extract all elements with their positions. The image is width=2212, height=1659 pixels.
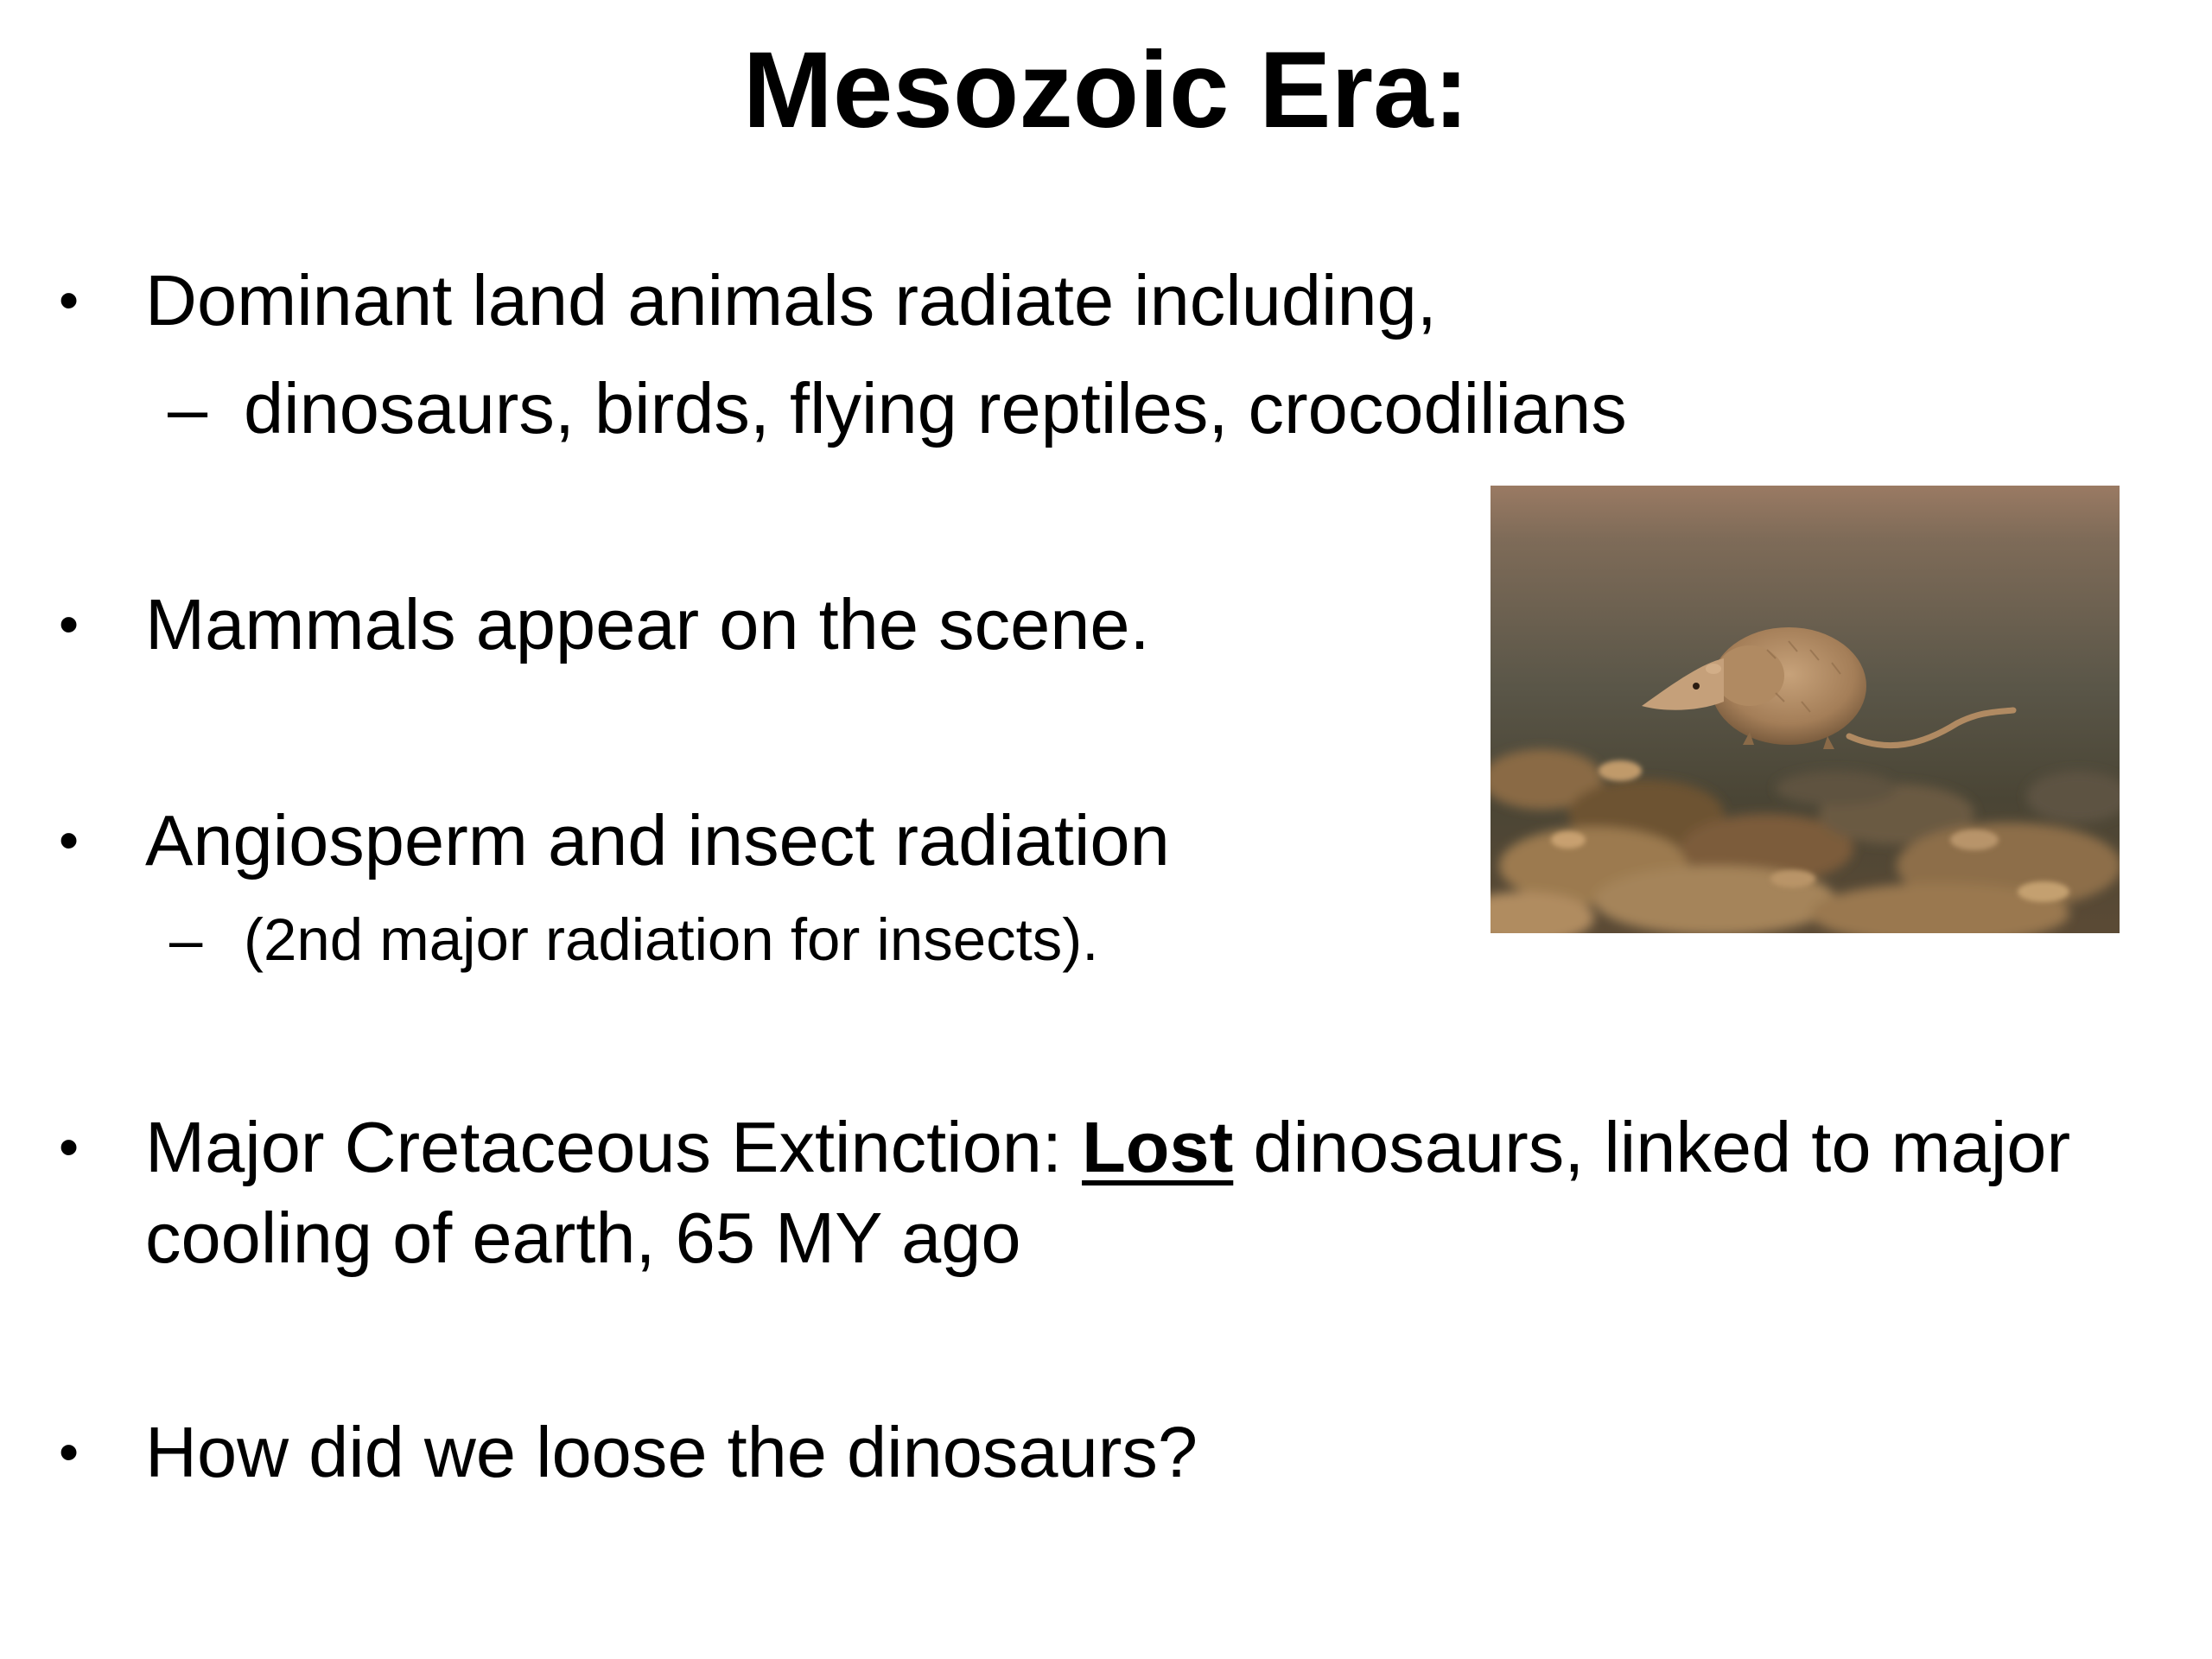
bullet-text: Angiosperm and insect radiation: [145, 800, 1170, 880]
bullet-cretaceous-extinction: [59, 1102, 2167, 1283]
early-mammal-icon: [1491, 486, 2120, 933]
bullet-text-after: dinosaurs, linked to major cooling of earth, 65 MY ago: [145, 1107, 2071, 1278]
subbullet-marker: –: [169, 906, 203, 973]
bullet-angiosperm-insect: [59, 795, 1170, 886]
bullet-how-did-we-loose: [59, 1407, 1198, 1497]
slide-title: Mesozoic Era:: [742, 30, 1470, 150]
bullet-marker: •: [59, 808, 79, 872]
bullet-text: Mammals appear on the scene.: [145, 584, 1150, 664]
bullet-marker: •: [59, 592, 79, 656]
subbullet-marker: –: [168, 368, 208, 448]
bullet-text: How did we loose the dinosaurs?: [145, 1412, 1198, 1492]
subbullet-dinosaurs-birds: [168, 363, 1627, 454]
subbullet-text: dinosaurs, birds, flying reptiles, crocodilians: [244, 368, 1627, 448]
bullet-emphasis-lost: Lost: [1082, 1107, 1234, 1187]
subbullet-text: (2nd major radiation for insects).: [244, 906, 1099, 973]
bullet-dominant-land-animals: [59, 255, 1437, 346]
bullet-text-before: Major Cretaceous Extinction:: [145, 1107, 1083, 1187]
bullet-text: Dominant land animals radiate including,: [145, 260, 1437, 340]
early-mammal-illustration: [1491, 486, 2120, 933]
bullet-mammals-appear: [59, 579, 1150, 670]
bullet-marker: •: [59, 268, 79, 332]
bullet-marker: •: [59, 1420, 79, 1484]
bullet-marker: •: [59, 1115, 79, 1179]
subbullet-second-radiation: [169, 901, 1099, 979]
